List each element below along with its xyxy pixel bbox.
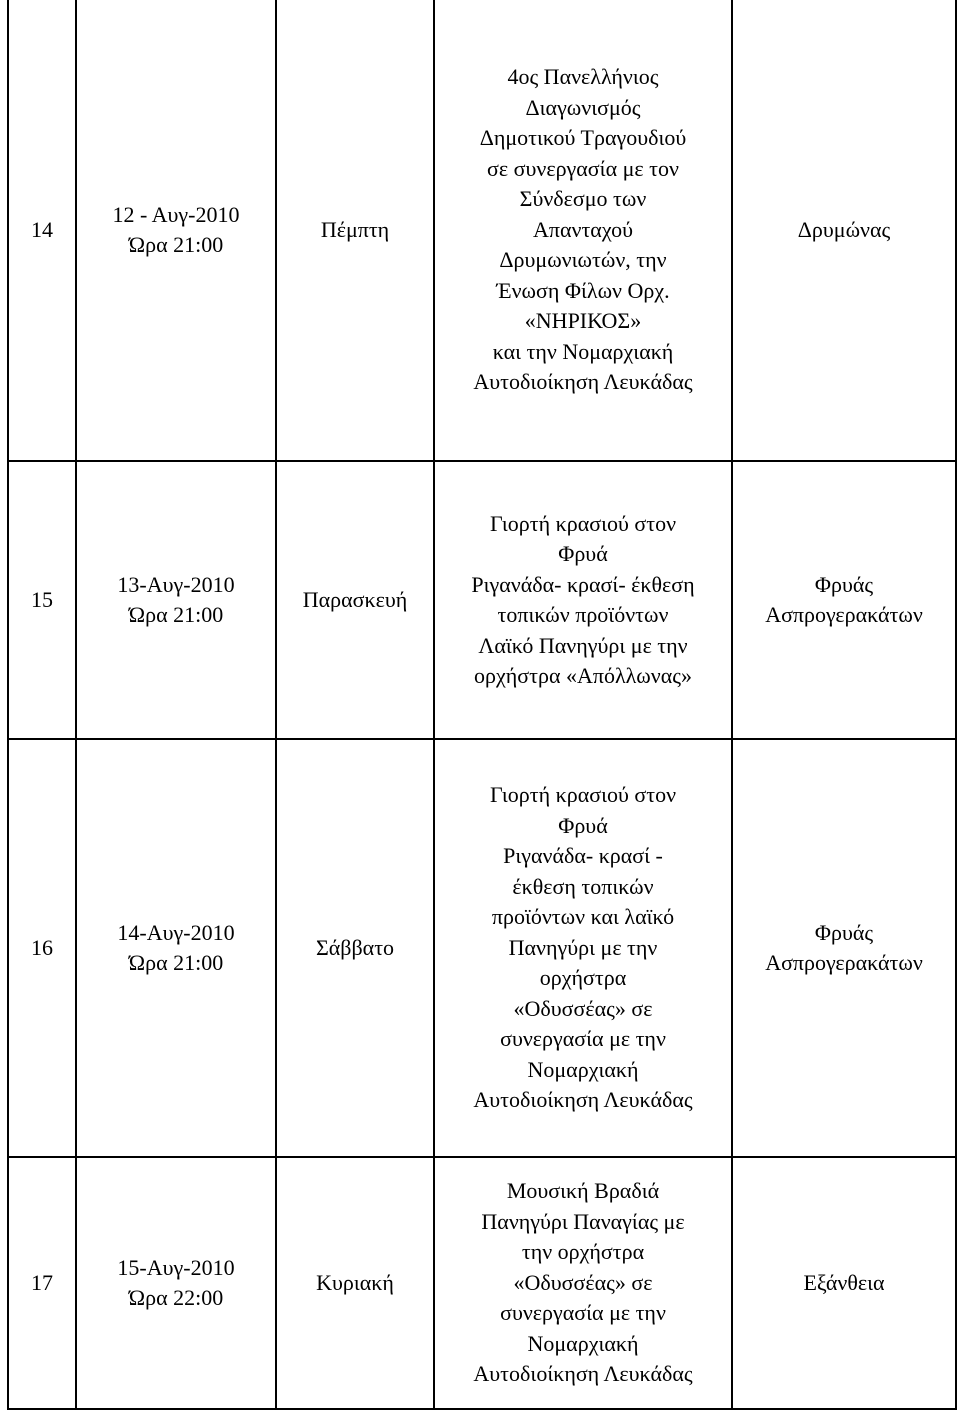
event-date: 15-Αυγ-2010 (117, 1254, 235, 1280)
event-description-line: Γιορτή κρασιού στον (489, 782, 677, 808)
event-number: 17 (31, 1269, 53, 1295)
event-description-line: ορχήστρα (539, 965, 627, 991)
event-day: Σάββατο (315, 934, 395, 960)
event-number-cell (8, 0, 76, 461)
event-place: Ασπρογερακάτων (765, 950, 923, 975)
event-number: 14 (31, 216, 53, 242)
event-description-line: Απανταχού (532, 216, 633, 242)
event-description-line: και την Νομαρχιακή (492, 338, 674, 364)
event-description-line: Ριγανάδα- κρασί- έκθεση (471, 571, 695, 597)
event-day-cell (276, 0, 434, 461)
event-date-cell (76, 461, 276, 739)
event-number-cell (8, 1157, 76, 1409)
event-description-line: τοπικών προϊόντων (497, 602, 669, 627)
event-place: Φρυάς (814, 571, 874, 597)
event-place: Φρυάς (814, 919, 874, 945)
event-description-line: Νομαρχιακή (527, 1056, 639, 1082)
event-description-line: Δημοτικού Τραγουδιού (479, 125, 687, 151)
event-date: 12 - Αυγ-2010 (112, 201, 240, 227)
event-number: 16 (31, 934, 53, 960)
event-description-line: σε συνεργασία με τον (487, 155, 679, 181)
event-description-line: Σύνδεσμο των (519, 186, 647, 212)
event-place: Εξάνθεια (803, 1269, 885, 1295)
event-description-line: Γιορτή κρασιού στον (489, 510, 677, 536)
event-time: Ώρα 21:00 (128, 602, 224, 627)
events-schedule-table (7, 0, 957, 1410)
event-description-line: έκθεση τοπικών (512, 873, 654, 899)
event-description-line: Ένωση Φίλων Ορχ. (496, 277, 670, 303)
event-date-cell (76, 1157, 276, 1409)
event-time: Ώρα 22:00 (128, 1285, 224, 1310)
event-time: Ώρα 21:00 (128, 950, 224, 975)
event-description-line: Λαϊκό Πανηγύρι με την (478, 632, 688, 658)
event-description-line: «Οδυσσέας» σε (513, 995, 653, 1021)
table-row (8, 461, 956, 739)
event-day-cell (276, 461, 434, 739)
event-number-cell (8, 461, 76, 739)
event-description-cell (434, 461, 732, 739)
event-place-cell (732, 739, 956, 1157)
table-row (8, 0, 956, 461)
event-description-cell (434, 0, 732, 461)
event-day: Πέμπτη (320, 216, 390, 242)
event-description-cell (434, 739, 732, 1157)
event-place-cell (732, 0, 956, 461)
event-day-cell (276, 1157, 434, 1409)
event-description-line: Πανηγύρι με την (508, 934, 658, 960)
event-description-cell (434, 1157, 732, 1409)
event-date-cell (76, 0, 276, 461)
event-day-cell (276, 739, 434, 1157)
table-row (8, 1157, 956, 1409)
event-description-line: προϊόντων και λαϊκό (491, 904, 675, 930)
event-place-cell (732, 1157, 956, 1409)
event-place: Ασπρογερακάτων (765, 602, 923, 627)
event-description-line: συνεργασία με την (500, 1026, 666, 1052)
event-description-line: Νομαρχιακή (527, 1330, 639, 1356)
event-description-line: συνεργασία με την (500, 1300, 666, 1326)
event-description-line: Φρυά (558, 541, 608, 566)
event-description-line: «Οδυσσέας» σε (513, 1269, 653, 1295)
event-number-cell (8, 739, 76, 1157)
event-description-line: Αυτοδιοίκηση Λευκάδας (473, 1087, 693, 1113)
event-description-line: «ΝΗΡΙΚΟΣ» (524, 308, 642, 334)
event-description-line: Διαγωνισμός (525, 94, 641, 120)
event-date-cell (76, 739, 276, 1157)
event-time: Ώρα 21:00 (128, 232, 224, 257)
event-place: Δρυμώνας (797, 216, 891, 242)
event-description-line: 4ος Πανελλήνιος (507, 64, 659, 90)
event-description-line: Δρυμωνιωτών, την (499, 247, 667, 273)
event-description-line: Πανηγύρι Παναγίας με (481, 1208, 685, 1234)
event-day: Παρασκευή (302, 586, 408, 612)
table-row (8, 739, 956, 1157)
event-day: Κυριακή (316, 1269, 394, 1295)
event-description-line: Ριγανάδα- κρασί - (503, 843, 663, 869)
event-description-line: Αυτοδιοίκηση Λευκάδας (473, 1361, 693, 1387)
event-description-line: Αυτοδιοίκηση Λευκάδας (473, 369, 693, 395)
event-number: 15 (31, 586, 53, 612)
event-description-line: Μουσική Βραδιά (506, 1178, 660, 1204)
event-description-line: ορχήστρα «Απόλλωνας» (474, 663, 692, 688)
event-place-cell (732, 461, 956, 739)
event-description-line: Φρυά (558, 812, 608, 838)
event-date: 13-Αυγ-2010 (117, 571, 235, 597)
event-date: 14-Αυγ-2010 (117, 919, 235, 945)
event-description-line: την ορχήστρα (521, 1239, 645, 1265)
